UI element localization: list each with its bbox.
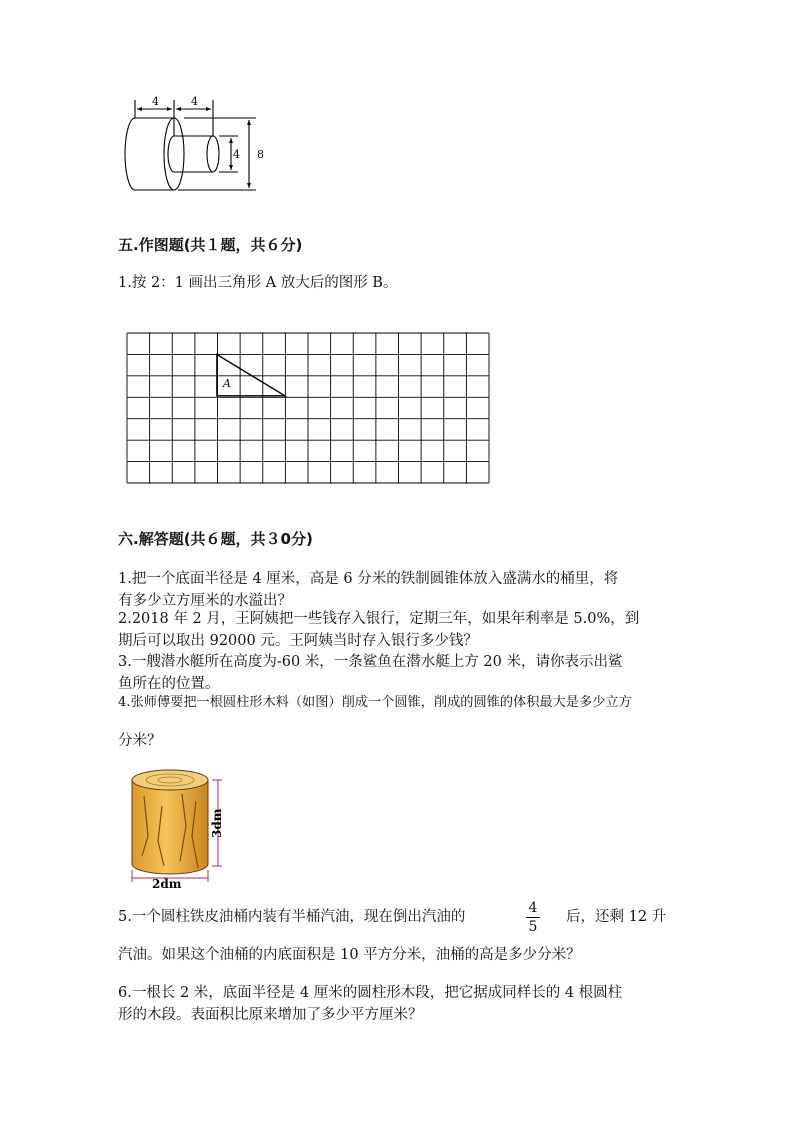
section-6-title: 六.解答题(共６题，共３0分) (118, 530, 313, 548)
drawing-grid[interactable] (126, 332, 490, 484)
q5-line2: 汽油。如果这个油桶的内底面积是 10 平方分米，油桶的高是多少分米？ (118, 947, 581, 963)
log-width-label: 2dm (152, 877, 182, 891)
q5-fraction (524, 900, 542, 935)
q1-line2: 有多少立方厘米的水溢出？ (118, 593, 292, 609)
fraction-denominator: 5 (528, 919, 538, 935)
dim-inner-label: 4 (233, 148, 240, 161)
triangle-a-label: A (223, 377, 231, 390)
q3-line1: 3.一艘潜水艇所在高度为-60 米，一条鲨鱼在潜水艇上方 20 米，请你表示出鲨 (118, 654, 623, 670)
section-5-title: 五.作图题(共１题，共６分) (118, 236, 303, 254)
wood-log-figure (122, 766, 232, 891)
dim-b-label: 4 (191, 95, 198, 108)
dim-a-label: 4 (152, 95, 159, 108)
q2-line2: 期后可以取出 92000 元。王阿姨当时存入银行多少钱？ (118, 633, 478, 649)
q1-line1: 1.把一个底面半径是 4 厘米，高是 6 分米的铁制圆锥体放入盛满水的桶里，将 (118, 571, 619, 587)
q4-line2: 分米？ (118, 733, 162, 749)
q6-line1: 6.一根长 2 米，底面半径是 4 厘米的圆柱形木段，把它据成同样长的 4 根圆柱 (118, 985, 623, 1001)
q2-line1: 2.2018 年 2 月，王阿姨把一些钱存入银行，定期三年，如果年利率是 5.0%，到 (118, 611, 640, 627)
q4-line1: 4.张师傅要把一根圆柱形木料（如图）削成一个圆锥，削成的圆锥的体积最大是多少立方 (118, 695, 632, 710)
log-height-label: 3dm (210, 808, 224, 838)
q5-part2: 后，还剩 12 升 (566, 909, 667, 925)
dim-outer-label: 8 (257, 148, 264, 161)
stepped-cylinder-figure (118, 92, 278, 197)
fraction-numerator: 4 (528, 900, 538, 916)
q3-line2: 鱼所在的位置。 (118, 676, 220, 692)
q6-line2: 形的木段。表面积比原来增加了多少平方厘米？ (118, 1007, 423, 1023)
q5-part1: 5.一个圆柱铁皮油桶内装有半桶汽油，现在倒出汽油的 (118, 909, 466, 925)
section-5-question-1: 1.按 2：1 画出三角形 A 放大后的图形 B。 (118, 275, 398, 291)
